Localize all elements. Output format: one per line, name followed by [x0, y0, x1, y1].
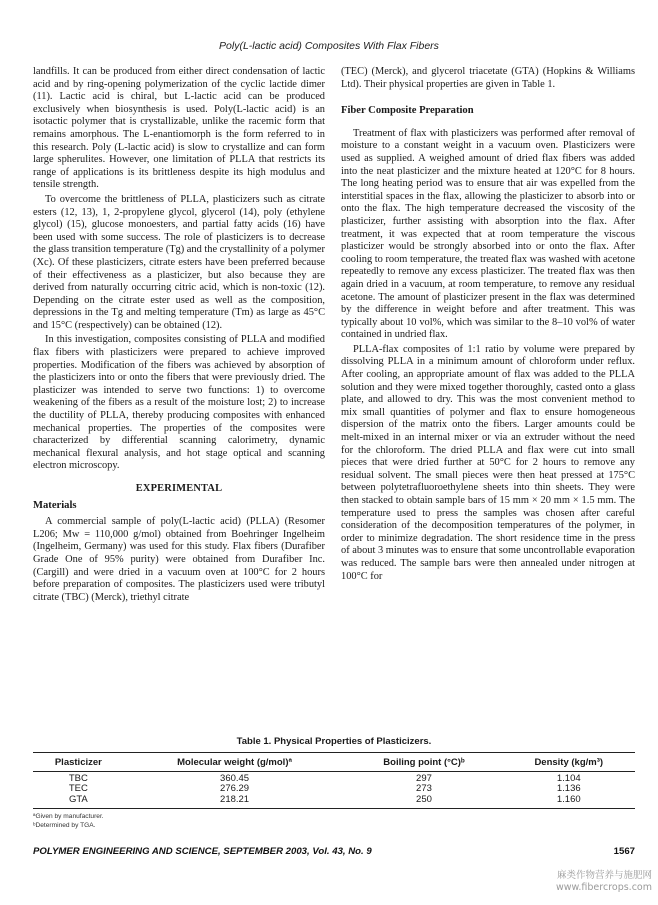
table-row	[33, 795, 635, 805]
plasticizer-table	[33, 736, 635, 809]
table-cell: 360.45	[220, 773, 250, 784]
table-cell: 276.29	[220, 783, 250, 795]
footnote: ᵇDetermined by TGA.	[33, 822, 96, 829]
body-paragraph: PLLA-flax composites of 1:1 ratio by volume were prepared by dissolving PLLA in a minimum amount of chloroform under reflux. After cooling, an appropriate amount of flax was added to the PLLA solution and they were mixed together thoroughly, casted onto a glass plate, and allowed to dry. This was the most convenient method to mix small quantities of polymer and flax to ensure homogeneous dispersion of the matrix onto the fibers. Larger amounts could be melt-mixed in an internal mixer or via an extruder without the need for the chloroform. The dried PLLA and flax were cut into small pieces that were dried further at 50°C for 2 hours to remove any residual solvent. The small pieces were then heat pressed at 175°C between polytetrafluoroethylene sheets into thin sheets. They were then stacked to obtain sample bars of 15 mm × 20 mm × 1.5 mm. The temperature used to press the samples was chosen after careful consideration of the decomposition temperatures of the polymer, in order to minimize degradation. The short residence time in the press of about 3 minutes was to ensure that some uncontrollable evaporation was reduced. The sample bars were then annealed under nitrogen at 100°C for	[341, 343, 635, 582]
table-header-row	[33, 753, 635, 771]
page-footer	[33, 846, 635, 857]
table-cell: GTA	[68, 793, 88, 805]
table-cell: 218.21	[220, 793, 250, 805]
left-column	[33, 66, 325, 606]
body-paragraph: landfills. It can be produced from either direct condensation of lactic acid and by ring-opening polymerization of the cyclic lactide dimer (11). Lactic acid is chiral, but L-lactic acid can be produced exclusively when biosynthesis is used. Poly(L-lactic acid) is an isotactic polymer that is crystallizable, unlike the racemic form that remains amorphous. The L-enantiomorph is the form referred to in this research. Poly (L-lactic acid) is slow to crystallize and can form large spherulites. However, one limitation of PLLA that restricts its range of applications is its brittleness despite its high modulus and tensile strength.	[33, 66, 325, 191]
running-head: Poly(L-lactic acid) Composites With Flax Fibers	[219, 40, 439, 52]
table-header-cell: Boiling point (°C)ᵇ	[383, 757, 465, 768]
table-cell: 250	[416, 793, 432, 805]
table-header-cell: Molecular weight (g/mol)ª	[177, 757, 293, 768]
journal-citation: POLYMER ENGINEERING AND SCIENCE, SEPTEMBER 2003, Vol. 43, No. 9	[33, 846, 372, 857]
table-cell: TEC	[68, 783, 88, 795]
section-heading: EXPERIMENTAL	[135, 483, 223, 494]
body-paragraph: Treatment of flax with plasticizers was performed after removal of moisture to a constant weight in a vacuum oven. Plasticizers were used as supplied. A weighed amount of dried flax fibers was added into the neat plasticizer and the mixture heated at 120°C for 8 hours. The long heating period was to ensure that air was expelled from the interstitial spaces in the flax, allowing the plasticizer to absorb into or onto the flax. The high temperature decreased the viscosity of the plasticizer, further assisting with absorption into the flax. After treatment, it was expected that at room temperature the viscous plasticizer would be strongly absorbed into or onto the flax. After cooling to room temperature, the treated flax was washed with acetone repeatedly to remove any excess plasticizer. The treated flax was then again dried in a vacuum, at room temperature, to remove any residual acetone. The amount of plasticizer present in the flax was determined by the difference in weight before and after treatment. This was typically about 10 vol%, which was similar to the 8–10 vol% of water contained in undried flax.	[341, 127, 636, 341]
body-paragraph: In this investigation, composites consisting of PLLA and modified flax fibers with plasticizers were prepared to achieve improved properties. Modification of the fibers was achieved by absorption of the plasticizers into or onto the fibers that were previously dried. The plasticizer was intended to serve two functions: 1) to overcome weakening of the fibers as a result of the moisture lost; 2) to increase the ductility of PLLA, thereby producing composites with enhanced mechanical properties. The properties of the composites were characterized by differential scanning calorimetry, dynamic mechanical flexural analysis, and hot stage optical and scanning electron microscopy.	[33, 334, 325, 472]
table-row	[33, 774, 635, 784]
watermark-line: 麻类作物营养与施肥网	[556, 870, 652, 881]
page-number: 1567	[613, 846, 635, 857]
body-paragraph: A commercial sample of poly(L-lactic acid) (PLLA) (Resomer L206; Mw = 110,000 g/mol) obtained from Boehringer Ingelheim (Ingelheim, Germany) was used for this study. Flax fibers (Durafiber Grade One of 95% purity) were obtained from Durafiber Inc. (Cargill) and were dried in a vacuum oven at 100°C for 2 hours before preparation of composites. The plasticizers used were tributyl citrate (TBC) (Merck), triethyl citrate	[33, 516, 325, 603]
table-cell: 273	[416, 783, 432, 795]
table-cell: 1.160	[556, 793, 581, 805]
table-header-cell: Plasticizer	[54, 757, 102, 768]
table-cell: TBC	[68, 773, 88, 784]
table-cell: 297	[416, 773, 432, 784]
body-paragraph: To overcome the brittleness of PLLA, plasticizers such as citrate esters (12, 13), 1, 2-propylene glycol, glycerol (14), poly (ethylene glycol) (15), glucose monoesters, and partial fatty acids (16) have been used with some success. The role of plasticizers is to decrease the glass transition temperature (Tg) and the crystallinity of a polymer (Xc). Of these plasticizers, citrate esters have been preferred because of their effectiveness as a plasticizer, but also because they are derived from naturally occurring citric acid, which is non-toxic (12). Depending on the citrate ester used as well as the composition, depressions in the Tg and melting temperature (Tm) as large as 45°C and 15°C (respectively) can be obtained (12).	[33, 193, 326, 331]
table-footnotes	[33, 812, 104, 830]
body-paragraph: (TEC) (Merck), and glycerol triacetate (GTA) (Hopkins & Williams Ltd). Their physical properties are given in Table 1.	[341, 66, 635, 90]
table-cell: 1.136	[556, 783, 581, 795]
table-row	[33, 784, 635, 794]
table-header-cell: Density (kg/m³)	[534, 757, 604, 768]
table-title: Table 1. Physical Properties of Plasticizers.	[236, 736, 432, 747]
watermark	[556, 870, 652, 894]
footnote: ªGiven by manufacturer.	[33, 813, 104, 820]
table-cell: 1.104	[556, 773, 581, 784]
subsection-heading: Fiber Composite Preparation	[341, 105, 474, 117]
right-column	[341, 66, 635, 585]
subsection-heading: Materials	[33, 499, 77, 511]
watermark-url: www.fibercrops.com	[555, 882, 652, 893]
